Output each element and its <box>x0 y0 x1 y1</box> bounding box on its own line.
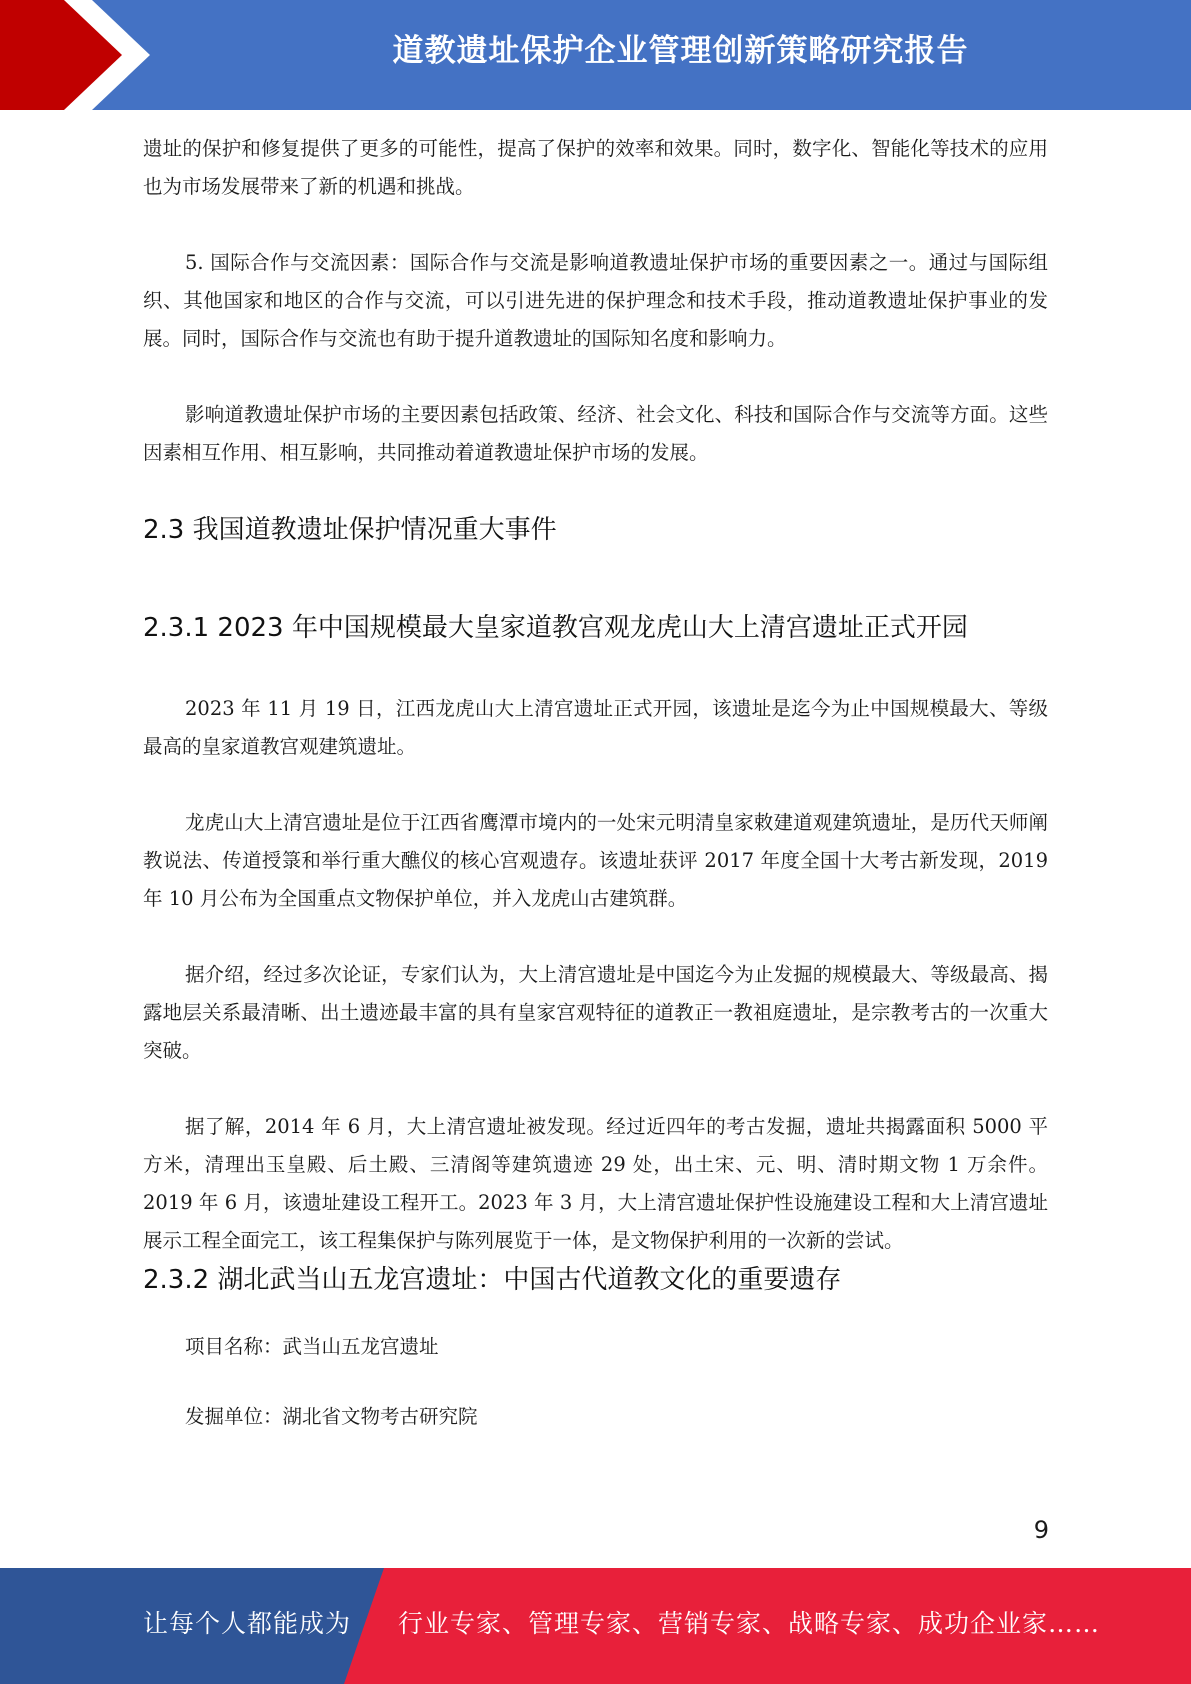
paragraph-continued: 遗址的保护和修复提供了更多的可能性，提高了保护的效率和效果。同时，数字化、智能化等技术的应用也为市场发展带来了新的机遇和挑战。 <box>143 137 1048 198</box>
page-content <box>143 130 1048 1468</box>
paragraph-international-cooperation: 5. 国际合作与交流因素：国际合作与交流是影响道教遗址保护市场的重要因素之一。通过与国际组织、其他国家和地区的合作与交流，可以引进先进的保护理念和技术手段，推动道教遗址保护事业的发展。同时，国际合作与交流也有助于提升道教遗址的国际知名度和影响力。 <box>143 251 1048 350</box>
project-name: 项目名称：武当山五龙宫遗址 <box>185 1335 439 1358</box>
section-heading-2-3: 2.3 我国道教遗址保护情况重大事件 <box>143 515 557 545</box>
excavation-unit: 发掘单位：湖北省文物考古研究院 <box>185 1405 478 1428</box>
section-heading-2-3-1: 2.3.1 2023 年中国规模最大皇家道教宫观龙虎山大上清宫遗址正式开园 <box>143 613 968 643</box>
paragraph-summary: 影响道教遗址保护市场的主要因素包括政策、经济、社会文化、科技和国际合作与交流等方面。这些因素相互作用、相互影响，共同推动着道教遗址保护市场的发展。 <box>143 403 1048 464</box>
footer-slogan-left: 让每个人都能成为 <box>143 1609 352 1638</box>
paragraph-site-description: 龙虎山大上清宫遗址是位于江西省鹰潭市境内的一处宋元明清皇家敕建道观建筑遗址，是历代天师阐教说法、传道授箓和举行重大醮仪的核心宫观遗存。该遗址获评 2017 年度全国十大考古新发现，2019 年 10 月公布为全国重点文物保护单位，并入龙虎山古建筑群。 <box>143 811 1048 910</box>
footer-slogan-right: 行业专家、管理专家、营销专家、战略专家、成功企业家…… <box>398 1609 1101 1638</box>
paragraph-opening: 2023 年 11 月 19 日，江西龙虎山大上清宫遗址正式开园，该遗址是迄今为止中国规模最大、等级最高的皇家道教宫观建筑遗址。 <box>143 697 1048 758</box>
paragraph-expert-opinion: 据介绍，经过多次论证，专家们认为，大上清宫遗址是中国迄今为止发掘的规模最大、等级最高、揭露地层关系最清晰、出土遗迹最丰富的具有皇家宫观特征的道教正一教祖庭遗址，是宗教考古的一次重大突破。 <box>143 963 1048 1062</box>
page-number: 9 <box>1033 1516 1049 1544</box>
document-title: 道教遗址保护企业管理创新策略研究报告 <box>392 33 969 69</box>
section-heading-2-3-2: 2.3.2 湖北武当山五龙宫遗址：中国古代道教文化的重要遗存 <box>143 1265 842 1295</box>
page-header <box>0 0 1191 110</box>
paragraph-history: 据了解，2014 年 6 月，大上清宫遗址被发现。经过近四年的考古发掘，遗址共揭露面积 5000 平方米，清理出玉皇殿、后土殿、三清阁等建筑遗迹 29 处，出土宋、元、明、清时期文物 1 万余件。2019 年 6 月，该遗址建设工程开工。2023 年 3 月，大上清宫遗址保护性设施建设工程和大上清宫遗址展示工程全面完工，该工程集保护与陈列展览于一体，是文物保护利用的一次新的尝试。 <box>143 1115 1048 1252</box>
page-footer <box>0 1568 1191 1684</box>
